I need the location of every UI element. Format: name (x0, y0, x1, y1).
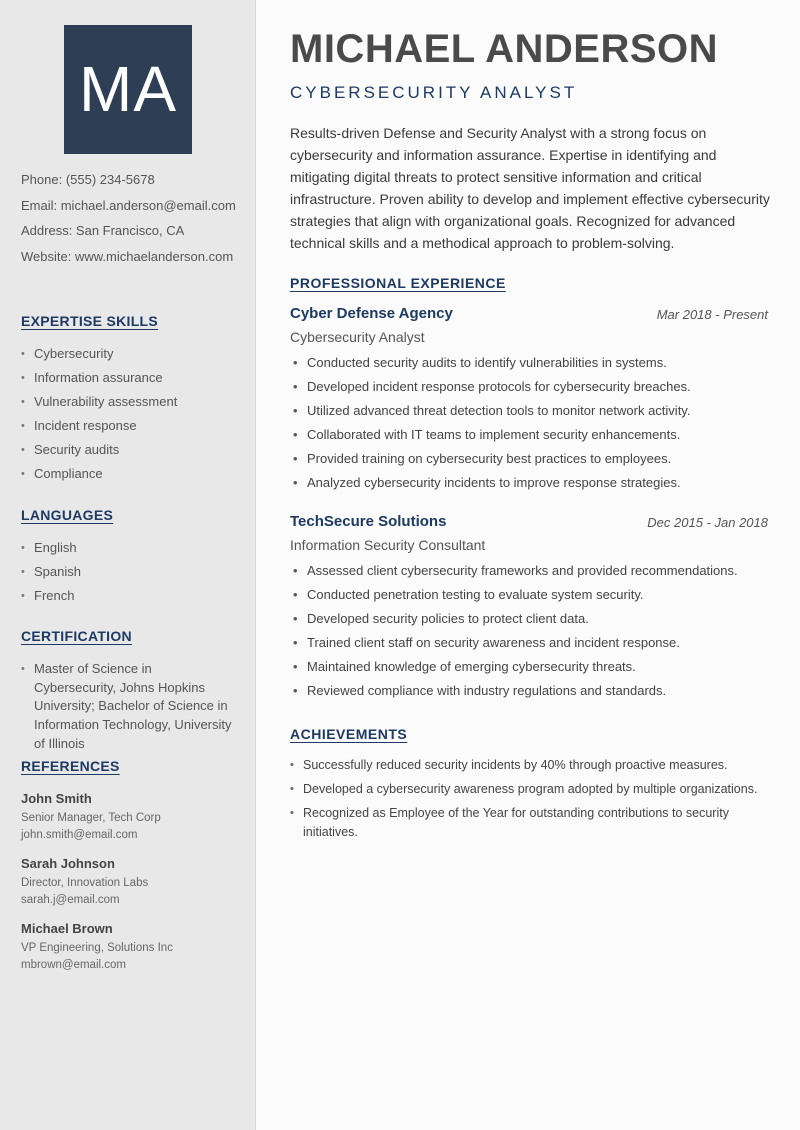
achievements-list (290, 756, 768, 847)
skills-list (21, 346, 236, 490)
job-bullet: • Analyzed cybersecurity incidents to improve response strategies. (290, 475, 768, 491)
references-heading: REFERENCES (21, 758, 120, 774)
monogram-avatar: MA (64, 25, 192, 154)
job-header (290, 513, 768, 535)
job-title: CYBERSECURITY ANALYST (290, 83, 578, 102)
candidate-name: MICHAEL ANDERSON (290, 27, 719, 71)
job-bullet: • Assessed client cybersecurity frameworks and provided recommendations. (290, 563, 768, 579)
reference-email: john.smith@email.com (21, 829, 138, 841)
job-entry (290, 305, 768, 499)
language-item: • French (21, 588, 236, 604)
contact-email: Email: michael.anderson@email.com (21, 197, 236, 213)
job-bullet: • Provided training on cybersecurity best practices to employees. (290, 451, 768, 467)
job-bullet: • Reviewed compliance with industry regulations and standards. (290, 683, 768, 699)
languages-heading: LANGUAGES (21, 507, 114, 523)
reference-position: VP Engineering, Solutions Inc (21, 942, 173, 954)
skill-item: • Information assurance (21, 370, 236, 386)
achievement-item: • Developed a cybersecurity awareness program adopted by multiple organizations. (290, 780, 768, 799)
job-dates: Mar 2018 - Present (656, 307, 768, 322)
certification-list (21, 660, 236, 762)
reference-entry (21, 855, 241, 909)
profile-summary: Results-driven Defense and Security Analyst with a strong focus on cybersecurity and information assurance. Expertise in identifying and mitigating digital threats to protect sensitive information and critical infrastructure. Proven ability to develop and implement effective cybersecurity strategies that align with organizational goals. Recognized for advanced technical skills and a methodical approach to problem-solving. (290, 125, 770, 251)
achievement-item: • Recognized as Employee of the Year for outstanding contributions to security initiatives. (290, 804, 768, 842)
certification-heading: CERTIFICATION (21, 628, 132, 644)
achievement-item: • Successfully reduced security incidents by 40% through proactive measures. (290, 756, 768, 775)
job-bullet: • Collaborated with IT teams to implement security enhancements. (290, 427, 768, 443)
reference-position: Senior Manager, Tech Corp (21, 812, 161, 824)
job-bullet: • Maintained knowledge of emerging cybersecurity threats. (290, 659, 768, 675)
contact-phone: Phone: (555) 234-5678 (21, 172, 155, 187)
contact-website: Website: www.michaelanderson.com (21, 248, 234, 264)
language-item: • Spanish (21, 564, 236, 580)
contact-info (21, 172, 251, 274)
job-bullet: • Conducted security audits to identify vulnerabilities in systems. (290, 355, 768, 371)
job-bullet: • Utilized advanced threat detection tools to monitor network activity. (290, 403, 768, 419)
reference-email: mbrown@email.com (21, 959, 126, 971)
job-role: Information Security Consultant (290, 537, 486, 553)
job-bullet: • Developed incident response protocols for cybersecurity breaches. (290, 379, 768, 395)
company-name: TechSecure Solutions (290, 513, 447, 530)
reference-position: Director, Innovation Labs (21, 877, 149, 889)
company-name: Cyber Defense Agency (290, 305, 453, 322)
experience-heading: PROFESSIONAL EXPERIENCE (290, 275, 506, 291)
job-bullets (290, 355, 768, 491)
reference-entry (21, 790, 241, 844)
reference-name: John Smith (21, 791, 92, 806)
job-dates: Dec 2015 - Jan 2018 (647, 515, 768, 530)
reference-name: Michael Brown (21, 921, 113, 936)
job-bullet: • Conducted penetration testing to evaluate system security. (290, 587, 768, 603)
reference-email: sarah.j@email.com (21, 894, 120, 906)
job-bullet: • Developed security policies to protect client data. (290, 611, 768, 627)
reference-entry (21, 920, 241, 974)
skill-item: • Vulnerability assessment (21, 394, 236, 410)
skill-item: • Cybersecurity (21, 346, 236, 362)
job-bullets (290, 563, 768, 699)
job-entry (290, 513, 768, 707)
skill-item: • Incident response (21, 418, 236, 434)
sidebar (0, 0, 256, 1130)
references-list (21, 790, 241, 985)
languages-list (21, 540, 236, 612)
certification-item: • Master of Science in Cybersecurity, Johns Hopkins University; Bachelor of Science in Information Technology, University of Illinois (21, 660, 236, 754)
skill-item: • Compliance (21, 466, 236, 482)
achievements-heading: ACHIEVEMENTS (290, 726, 408, 742)
job-bullet: • Trained client staff on security awareness and incident response. (290, 635, 768, 651)
job-header (290, 305, 768, 327)
skills-heading: EXPERTISE SKILLS (21, 313, 159, 329)
reference-name: Sarah Johnson (21, 856, 115, 871)
job-role: Cybersecurity Analyst (290, 329, 425, 345)
contact-address: Address: San Francisco, CA (21, 223, 185, 238)
language-item: • English (21, 540, 236, 556)
skill-item: • Security audits (21, 442, 236, 458)
